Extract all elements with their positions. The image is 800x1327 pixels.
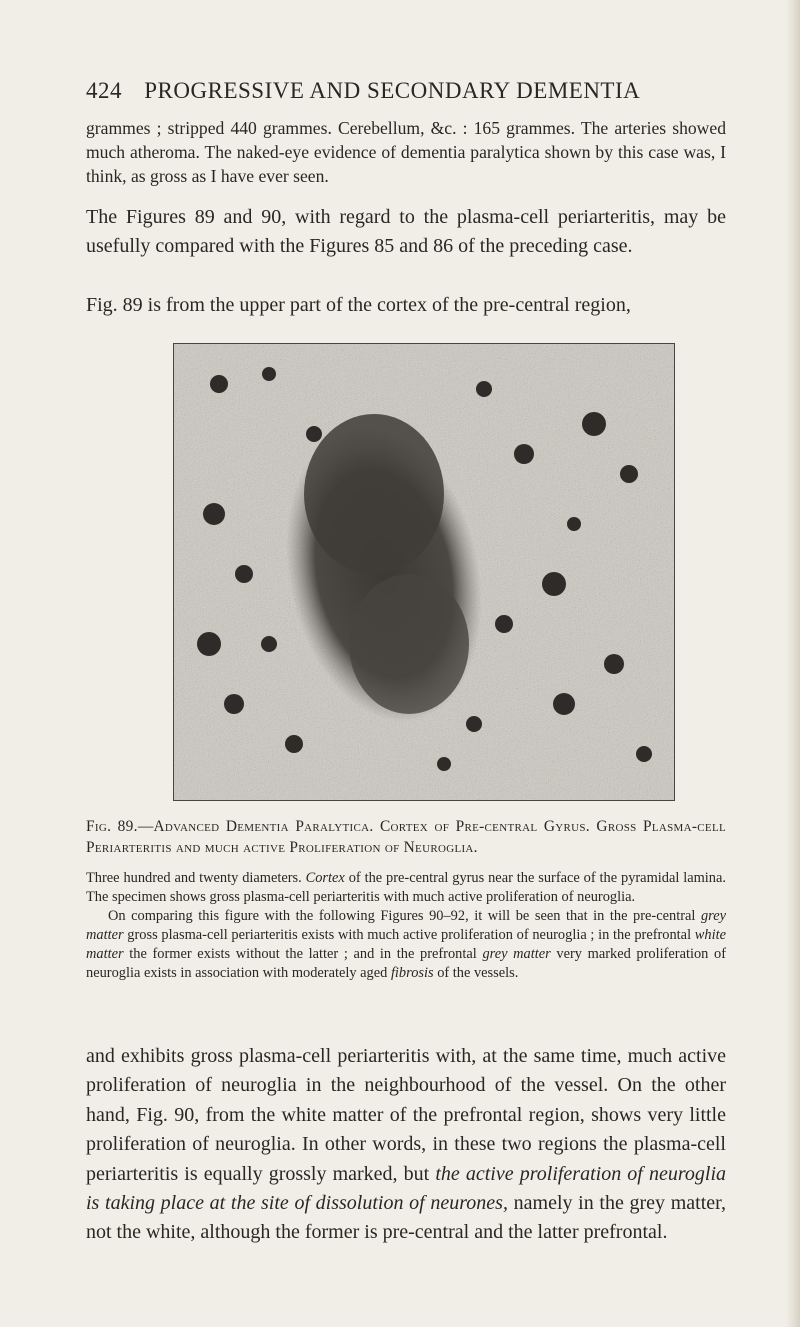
intro-paragraph: grammes ; stripped 440 grammes. Cerebellum, &c. : 165 grammes. The arteries showed much atheroma. The naked-eye evidence of dementia paralytica shown by this case was, I think, as gross as I have ever seen. — [86, 118, 726, 186]
figures-comparison-paragraph: The Figures 89 and 90, with regard to the plasma-cell periarteritis, may be usefully compared with the Figures 85 and 86 of the preceding case. — [86, 206, 726, 258]
micrograph-image — [174, 344, 674, 800]
closing-paragraph: and exhibits gross plasma-cell periarteritis with, at the same time, much active proliferation of neuroglia in the neighbourhood of the vessel. On the other hand, Fig. 90, from the white matter of the prefrontal region, shows very little proliferation of neuroglia. In other words, in these two regions the plasma-cell periarteritis is equally grossly marked, but the active proliferation of neuroglia is taking place at the site of dissolution of neurones, namely in the grey matter, not the white, although the former is pre-central and the latter prefrontal. — [86, 1045, 727, 1244]
description-paragraph-2: On comparing this figure with the following Figures 90–92, it will be seen that in the pre-central grey matter gross plasma-cell periarteritis exists with much active proliferation of neuroglia ; in the prefrontal white matter the former exists without the latter ; and in the prefrontal grey matter very marked proliferation of neuroglia exists in association with moderately aged fibrosis of the vessels. — [86, 908, 727, 981]
micrograph-figure — [173, 343, 675, 801]
figure-caption: Fig. 89.—Advanced Dementia Paralytica. Cortex of Pre-central Gyrus. Gross Plasma-cell Periarteritis and much active Proliferation of Neuroglia. — [86, 818, 726, 856]
running-title: PROGRESSIVE AND SECONDARY DEMENTIA — [144, 78, 641, 103]
description-paragraph-1: Three hundred and twenty diameters. Cortex of the pre-central gyrus near the surface of the pyramidal lamina. The specimen shows gross plasma-cell periarteritis with much active proliferation of neuroglia. — [86, 870, 726, 905]
running-header — [86, 78, 706, 104]
fig89-intro-paragraph: Fig. 89 is from the upper part of the cortex of the pre-central region, — [86, 294, 631, 316]
figure-description — [86, 869, 726, 983]
page-edge-shadow — [786, 0, 800, 1327]
page-number: 424 — [86, 78, 122, 103]
